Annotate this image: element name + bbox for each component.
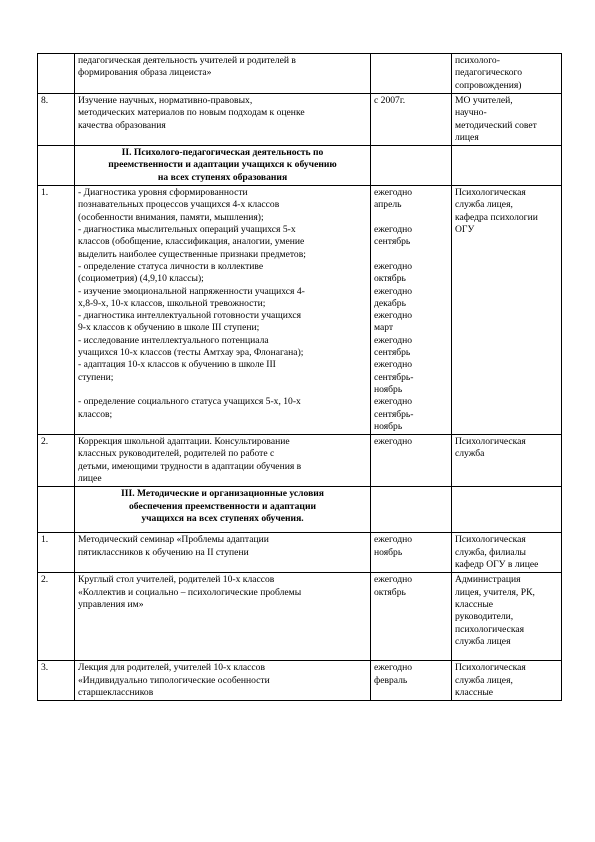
row-number: 1.	[38, 186, 75, 435]
event-cell	[75, 573, 371, 661]
cell-line: сентябрь	[374, 236, 411, 248]
responsible-cell	[452, 573, 562, 661]
date-cell	[371, 573, 452, 661]
cell-line: - определение социального статуса учащихся 5-х, 10-х	[78, 396, 301, 408]
cell-line: преемственности и адаптации учащихся к обучению	[108, 159, 337, 171]
cell-line: - Диагностика уровня сформированности	[78, 187, 248, 199]
responsible-cell	[452, 661, 562, 701]
cell-line: - диагностика мыслительных операций учащихся 5-х	[78, 224, 296, 236]
cell-line: «Индивидуально типологические особенности	[78, 674, 270, 686]
cell-line: познавательных процессов учащихся 4-х классов	[78, 199, 280, 211]
row-number: 8.	[38, 94, 75, 146]
date-cell	[371, 186, 452, 435]
cell-line: Психологическая	[455, 436, 526, 448]
table-row	[38, 435, 562, 487]
cell-line: сентябрь	[374, 347, 411, 359]
cell-line: служба лицея,	[455, 674, 513, 686]
cell-line: классных руководителей, родителей по работе с	[78, 448, 275, 460]
cell-line: учащихся 10-х классов (тесты Амтхау эра, Флонагана);	[78, 347, 304, 359]
cell-line: ОГУ	[455, 224, 475, 236]
cell-line: педагогического	[455, 67, 523, 79]
cell-line: март	[374, 322, 394, 334]
cell-line: - адаптация 10-х классов к обучению в школе III	[78, 359, 276, 371]
cell-line: февраль	[374, 674, 408, 686]
cell-line: 9-х классов к обучению в школе III ступени;	[78, 322, 260, 334]
cell-line: (особенности внимания, памяти, мышления);	[78, 211, 264, 223]
cell-line: октябрь	[374, 273, 406, 285]
table-row	[38, 573, 562, 661]
cell-line: сентябрь-	[374, 371, 414, 383]
row-number: 2.	[38, 573, 75, 661]
cell-line: служба, филиалы	[455, 546, 527, 558]
cell-line: II. Психолого-педагогическая деятельность по	[121, 147, 324, 159]
cell-line: х,8-9-х, 10-х классов, школьной тревожности;	[78, 297, 266, 309]
section-heading	[75, 487, 371, 533]
cell-line: пятиклассников к обучению на II ступени	[78, 546, 249, 558]
cell-line: ступени;	[78, 371, 114, 383]
cell-line: служба лицея,	[455, 199, 513, 211]
cell-line: ежегодно	[374, 534, 413, 546]
date-cell	[371, 487, 452, 533]
responsible-cell	[452, 146, 562, 186]
cell-line: (социометрия) (4,9,10 классы);	[78, 273, 204, 285]
cell-line: ноябрь	[374, 546, 403, 558]
responsible-cell	[452, 487, 562, 533]
section-heading-row	[38, 487, 562, 533]
event-cell	[75, 533, 371, 573]
cell-line: сентябрь-	[374, 408, 414, 420]
row-number: 2.	[38, 435, 75, 487]
responsible-cell	[452, 435, 562, 487]
cell-line: ежегодно	[374, 310, 413, 322]
cell-line: ноябрь	[374, 420, 403, 432]
cell-line: Методический семинар «Проблемы адаптации	[78, 534, 269, 546]
cell-line: методический совет	[455, 119, 537, 131]
cell-line: - изучение эмоциональной напряженности учащихся 4-	[78, 285, 305, 297]
cell-line: ежегодно	[374, 285, 413, 297]
event-cell	[75, 435, 371, 487]
row-number	[38, 54, 75, 94]
table-row	[38, 186, 562, 435]
cell-line: - определение статуса личности в коллективе	[78, 260, 264, 272]
cell-line: Психологическая	[455, 662, 526, 674]
table-row	[38, 54, 562, 94]
cell-line: педагогическая деятельность учителей и родителей в	[78, 55, 296, 66]
cell-line: классные	[455, 686, 494, 698]
cell-line: методических материалов по новым подходам к оценке	[78, 107, 305, 119]
cell-line: III. Методические и организационные условия	[121, 488, 324, 500]
plan-table	[37, 53, 562, 701]
cell-line: ежегодно	[374, 334, 413, 346]
cell-line: - диагностика интеллектуальной готовности учащихся	[78, 310, 302, 322]
cell-line: психологическая	[455, 623, 525, 635]
cell-line: ежегодно	[374, 187, 413, 199]
table-row	[38, 661, 562, 701]
responsible-cell	[452, 54, 562, 94]
event-cell	[75, 661, 371, 701]
cell-line: сопровождения)	[455, 79, 522, 91]
row-number: 3.	[38, 661, 75, 701]
cell-line: классов;	[78, 408, 113, 420]
cell-line: Администрация	[455, 574, 521, 586]
responsible-cell	[452, 533, 562, 573]
date-cell	[371, 435, 452, 487]
cell-line: кафедр ОГУ в лицее	[455, 558, 539, 570]
num-cell	[38, 146, 75, 186]
date-cell	[371, 533, 452, 573]
event-cell	[75, 94, 371, 146]
cell-line: ноябрь	[374, 383, 403, 395]
plan-table-body	[38, 54, 562, 701]
cell-line: Круглый стол учителей, родителей 10-х классов	[78, 574, 275, 586]
num-cell	[38, 487, 75, 533]
cell-line: формирования образа лицеиста»	[78, 67, 212, 79]
cell-line: декабрь	[374, 297, 406, 309]
event-cell	[75, 54, 371, 94]
row-number: 1.	[38, 533, 75, 573]
date-cell	[371, 661, 452, 701]
event-cell	[75, 186, 371, 435]
cell-line: ежегодно	[374, 662, 413, 674]
cell-line: служба лицея	[455, 635, 511, 647]
cell-line: с 2007г.	[374, 95, 406, 106]
cell-line: ежегодно	[374, 574, 413, 586]
cell-line	[374, 212, 448, 224]
date-cell	[371, 146, 452, 186]
cell-line: выделить наиболее существенные признаки предметов;	[78, 248, 306, 260]
cell-line: классные	[455, 598, 494, 610]
cell-line: лицея, учителя, РК,	[455, 586, 535, 598]
cell-line: ежегодно	[374, 260, 413, 272]
date-cell	[371, 94, 452, 146]
cell-line: ежегодно	[374, 224, 413, 236]
cell-line: Психологическая	[455, 187, 526, 199]
table-row	[38, 533, 562, 573]
cell-line: «Коллектив и социально – психологические проблемы	[78, 586, 302, 598]
cell-line: Лекция для родителей, учителей 10-х классов	[78, 662, 265, 674]
cell-line: психолого-	[455, 55, 500, 66]
cell-line: учащихся на всех ступенях обучения.	[141, 512, 304, 524]
cell-line: качества образования	[78, 119, 166, 131]
cell-line: научно-	[455, 107, 487, 119]
cell-line: Психологическая	[455, 534, 526, 546]
cell-line: кафедра психологии	[455, 211, 538, 223]
cell-line	[78, 384, 367, 396]
responsible-cell	[452, 186, 562, 435]
cell-line: октябрь	[374, 586, 406, 598]
cell-line: старшеклассников	[78, 686, 154, 698]
cell-line: служба	[455, 448, 485, 460]
cell-line: ежегодно	[374, 359, 413, 371]
date-cell	[371, 54, 452, 94]
cell-line: на всех ступенях образования	[157, 171, 288, 183]
cell-line: ежегодно	[374, 436, 413, 448]
cell-line: классов (обобщение, классификация, аналогии, умение	[78, 236, 305, 248]
cell-line: детьми, имеющими трудности в адаптации обучения в	[78, 460, 302, 472]
section-heading	[75, 146, 371, 186]
cell-line: руководители,	[455, 611, 514, 623]
cell-line: МО учителей,	[455, 95, 513, 106]
table-row	[38, 94, 562, 146]
cell-line	[374, 249, 448, 261]
cell-line: обеспечения преемственности и адаптации	[128, 500, 317, 512]
cell-line: ежегодно	[374, 396, 413, 408]
cell-line: лицея	[455, 131, 479, 143]
responsible-cell	[452, 94, 562, 146]
cell-line: апрель	[374, 199, 402, 211]
cell-line: лицее	[78, 473, 102, 485]
cell-line: Коррекция школьной адаптации. Консультирование	[78, 436, 290, 448]
cell-line: управления им»	[78, 598, 144, 610]
section-heading-row	[38, 146, 562, 186]
cell-line: Изучение научных, нормативно-правовых,	[78, 95, 253, 106]
cell-line: - исследование интеллектуального потенциала	[78, 334, 269, 346]
